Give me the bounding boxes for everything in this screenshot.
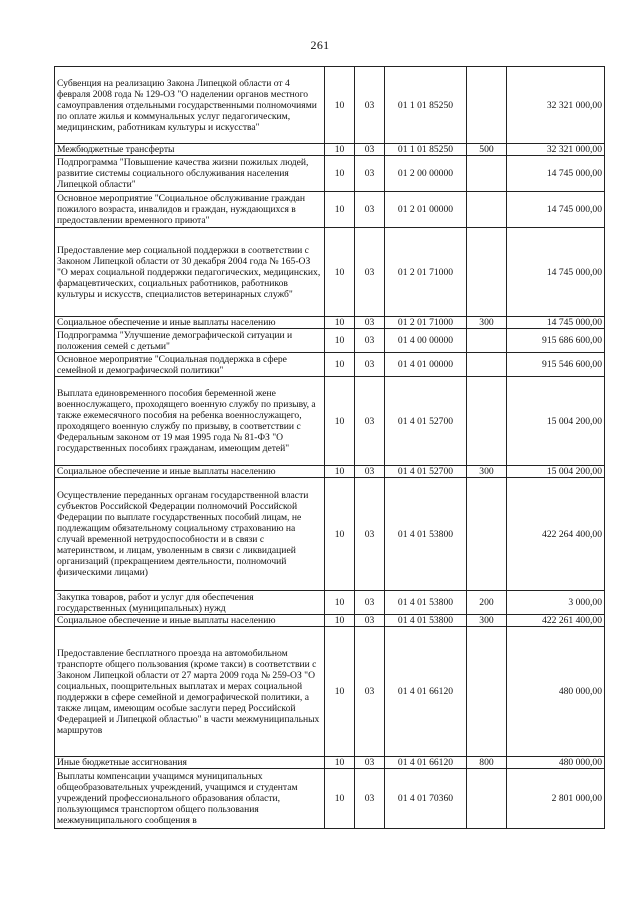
row-amount-cell: 2 801 000,00 [507, 769, 605, 829]
row-subsection-cell: 03 [355, 353, 385, 377]
row-subsection-cell: 03 [355, 377, 385, 466]
row-name-cell: Предоставление бесплатного проезда на автомобильном транспорте общего пользования (кроме такси) в соответствии с Законом Липецкой области от 27 марта 2009 года № 259-ОЗ "О социальных, поощрительных выплатах и мерах социальной поддержки в сфере семейной и демографической политики, а также лицам, имеющим особые заслуги перед Российской Федерацией и Липецкой областью" в части межмуниципальных маршрутов [55, 627, 325, 757]
row-subsection-cell: 03 [355, 591, 385, 615]
row-amount-cell: 915 686 600,00 [507, 329, 605, 353]
row-subsection-cell: 03 [355, 317, 385, 329]
row-section-cell: 10 [325, 466, 355, 478]
row-expense-type-cell: 500 [467, 144, 507, 156]
row-name-cell: Выплата единовременного пособия беременной жене военнослужащего, проходящего военную службу по призыву, а также ежемесячного пособия на ребенка военнослужащего, проходящего военную службу по призыву, в соответствии с Федеральным законом от 19 мая 1995 года № 81-ФЗ "О государственных пособиях гражданам, имеющим детей" [55, 377, 325, 466]
row-expense-type-cell: 200 [467, 591, 507, 615]
row-target-article-cell: 01 2 01 71000 [385, 317, 467, 329]
row-subsection-cell: 03 [355, 615, 385, 627]
page-number: 261 [310, 38, 330, 52]
row-subsection-cell: 03 [355, 627, 385, 757]
row-name-cell: Основное мероприятие "Социальное обслуживание граждан пожилого возраста, инвалидов и граждан, нуждающихся в предоставлении временного приюта" [55, 192, 325, 228]
row-name-cell: Подпрограмма "Повышение качества жизни пожилых людей, развитие системы социального обслуживания населения Липецкой области" [55, 156, 325, 192]
row-section-cell: 10 [325, 67, 355, 144]
row-section-cell: 10 [325, 156, 355, 192]
row-subsection-cell: 03 [355, 67, 385, 144]
row-expense-type-cell: 800 [467, 757, 507, 769]
table-row [55, 144, 605, 156]
row-section-cell: 10 [325, 478, 355, 591]
row-target-article-cell: 01 4 01 53800 [385, 478, 467, 591]
row-target-article-cell: 01 2 00 00000 [385, 156, 467, 192]
row-expense-type-cell [467, 478, 507, 591]
row-section-cell: 10 [325, 317, 355, 329]
row-subsection-cell: 03 [355, 192, 385, 228]
row-amount-cell: 14 745 000,00 [507, 192, 605, 228]
table-row [55, 353, 605, 377]
row-amount-cell: 14 745 000,00 [507, 156, 605, 192]
row-target-article-cell: 01 4 01 70360 [385, 769, 467, 829]
table-row [55, 466, 605, 478]
row-name-cell: Осуществление переданных органам государственной власти субъектов Российской Федерации полномочий Российской Федерации по выплате государственных пособий лицам, не подлежащим обязательному социальному страхованию на случай временной нетрудоспособности и в связи с материнством, и лицам, уволенным в связи с ликвидацией организаций (прекращением деятельности, полномочий физическими лицами) [55, 478, 325, 591]
row-name-cell: Социальное обеспечение и иные выплаты населению [55, 615, 325, 627]
row-section-cell: 10 [325, 353, 355, 377]
row-target-article-cell: 01 2 01 00000 [385, 192, 467, 228]
row-amount-cell: 15 004 200,00 [507, 377, 605, 466]
row-subsection-cell: 03 [355, 757, 385, 769]
row-amount-cell: 14 745 000,00 [507, 317, 605, 329]
row-expense-type-cell: 300 [467, 615, 507, 627]
row-expense-type-cell [467, 228, 507, 317]
table-row [55, 591, 605, 615]
table-row [55, 317, 605, 329]
row-expense-type-cell [467, 156, 507, 192]
row-expense-type-cell [467, 769, 507, 829]
row-name-cell: Основное мероприятие "Социальная поддержка в сфере семейной и демографической политики" [55, 353, 325, 377]
table-row [55, 478, 605, 591]
row-amount-cell: 915 546 600,00 [507, 353, 605, 377]
row-expense-type-cell [467, 329, 507, 353]
row-target-article-cell: 01 4 01 00000 [385, 353, 467, 377]
row-target-article-cell: 01 1 01 85250 [385, 144, 467, 156]
row-target-article-cell: 01 4 00 00000 [385, 329, 467, 353]
row-name-cell: Социальное обеспечение и иные выплаты населению [55, 317, 325, 329]
row-section-cell: 10 [325, 769, 355, 829]
row-section-cell: 10 [325, 192, 355, 228]
row-target-article-cell: 01 4 01 52700 [385, 466, 467, 478]
row-name-cell: Подпрограмма "Улучшение демографической ситуации и положения семей с детьми" [55, 329, 325, 353]
table-row [55, 377, 605, 466]
row-subsection-cell: 03 [355, 156, 385, 192]
row-target-article-cell: 01 4 01 66120 [385, 627, 467, 757]
row-name-cell: Закупка товаров, работ и услуг для обеспечения государственных (муниципальных) нужд [55, 591, 325, 615]
row-expense-type-cell [467, 377, 507, 466]
row-subsection-cell: 03 [355, 329, 385, 353]
row-section-cell: 10 [325, 377, 355, 466]
row-amount-cell: 480 000,00 [507, 627, 605, 757]
row-section-cell: 10 [325, 591, 355, 615]
row-amount-cell: 14 745 000,00 [507, 228, 605, 317]
row-subsection-cell: 03 [355, 769, 385, 829]
row-amount-cell: 32 321 000,00 [507, 144, 605, 156]
row-expense-type-cell [467, 67, 507, 144]
table-row [55, 156, 605, 192]
table-row [55, 757, 605, 769]
row-amount-cell: 422 264 400,00 [507, 478, 605, 591]
row-section-cell: 10 [325, 144, 355, 156]
row-subsection-cell: 03 [355, 478, 385, 591]
budget-table-body [55, 67, 605, 829]
row-target-article-cell: 01 4 01 52700 [385, 377, 467, 466]
row-subsection-cell: 03 [355, 228, 385, 317]
row-name-cell: Социальное обеспечение и иные выплаты населению [55, 466, 325, 478]
row-target-article-cell: 01 2 01 71000 [385, 228, 467, 317]
row-name-cell: Предоставление мер социальной поддержки в соответствии с Законом Липецкой области от 30 декабря 2004 года № 165-ОЗ "О мерах социальной поддержки педагогических, медицинских, фармацевтических, социальных работников, работников культуры и искусств, специалистов ветеринарных служб" [55, 228, 325, 317]
row-amount-cell: 3 000,00 [507, 591, 605, 615]
budget-table [54, 66, 605, 829]
row-section-cell: 10 [325, 627, 355, 757]
row-name-cell: Иные бюджетные ассигнования [55, 757, 325, 769]
row-amount-cell: 422 261 400,00 [507, 615, 605, 627]
row-name-cell: Субвенция на реализацию Закона Липецкой области от 4 февраля 2008 года № 129-ОЗ "О наделении органов местного самоуправления отдельными государственными полномочиями по оплате жилья и коммунальных услуг педагогическим, медицинским, работникам культуры и искусства" [55, 67, 325, 144]
row-expense-type-cell: 300 [467, 466, 507, 478]
row-target-article-cell: 01 4 01 53800 [385, 591, 467, 615]
row-expense-type-cell [467, 627, 507, 757]
table-row [55, 228, 605, 317]
table-row [55, 329, 605, 353]
row-amount-cell: 32 321 000,00 [507, 67, 605, 144]
row-subsection-cell: 03 [355, 466, 385, 478]
table-row [55, 627, 605, 757]
row-expense-type-cell [467, 192, 507, 228]
row-target-article-cell: 01 1 01 85250 [385, 67, 467, 144]
row-section-cell: 10 [325, 757, 355, 769]
row-subsection-cell: 03 [355, 144, 385, 156]
row-name-cell: Выплаты компенсации учащимся муниципальных общеобразовательных учреждений, учащимся и студентам учреждений профессионального образования области, пользующимся транспортом общего пользования межмуниципального сообщения в [55, 769, 325, 829]
table-row [55, 615, 605, 627]
row-name-cell: Межбюджетные трансферты [55, 144, 325, 156]
row-amount-cell: 15 004 200,00 [507, 466, 605, 478]
row-section-cell: 10 [325, 615, 355, 627]
row-target-article-cell: 01 4 01 53800 [385, 615, 467, 627]
row-section-cell: 10 [325, 329, 355, 353]
table-row [55, 769, 605, 829]
row-amount-cell: 480 000,00 [507, 757, 605, 769]
table-row [55, 67, 605, 144]
table-row [55, 192, 605, 228]
row-expense-type-cell [467, 353, 507, 377]
row-target-article-cell: 01 4 01 66120 [385, 757, 467, 769]
row-section-cell: 10 [325, 228, 355, 317]
row-expense-type-cell: 300 [467, 317, 507, 329]
